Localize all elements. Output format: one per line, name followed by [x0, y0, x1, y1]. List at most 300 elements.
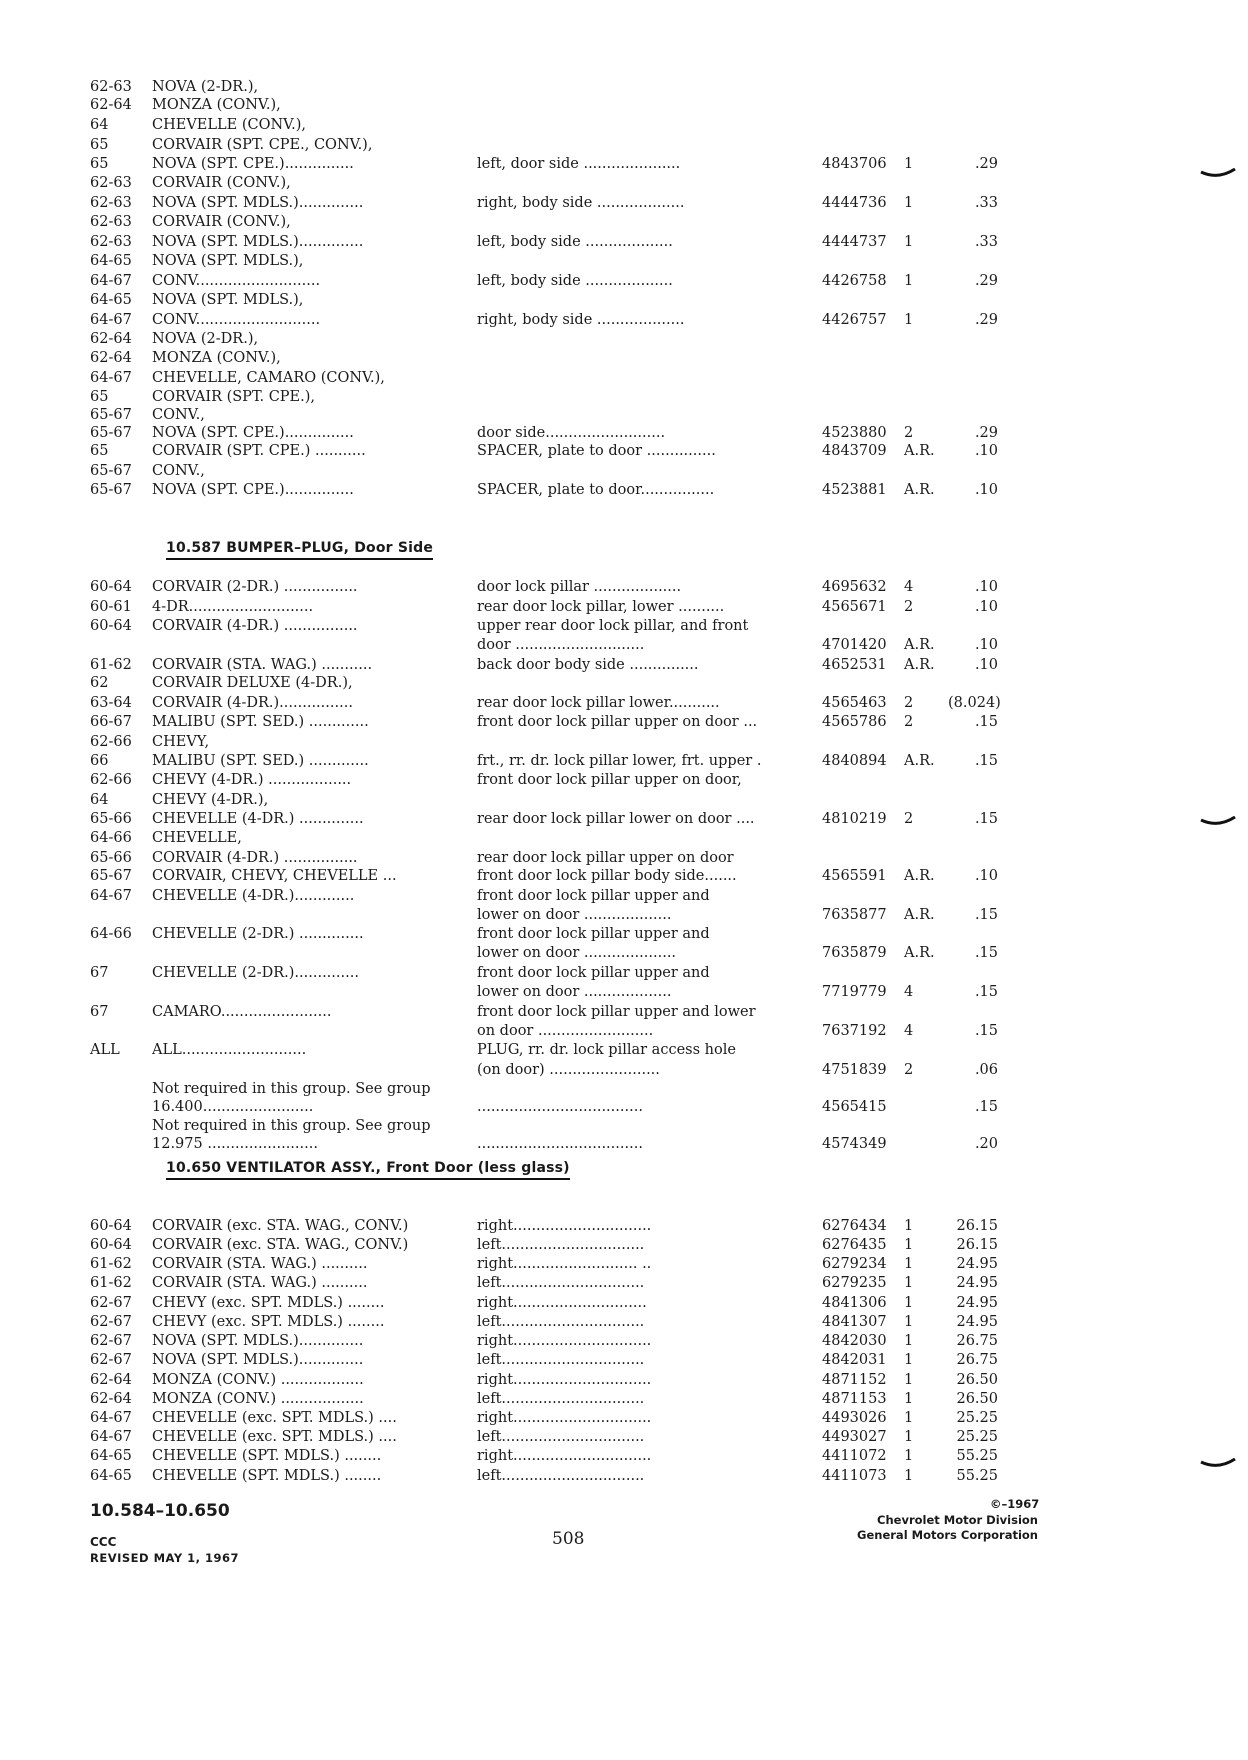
parts-row [0, 78, 1248, 97]
part-number: 4565786 [822, 714, 887, 730]
part-model: CONV., [152, 463, 205, 479]
part-number: 6276435 [822, 1237, 887, 1253]
part-model: CORVAIR (CONV.), [152, 214, 291, 230]
part-quantity: 4 [904, 1023, 914, 1039]
part-year: 62-63 [90, 195, 132, 211]
parts-row [0, 233, 1248, 252]
page-number: 508 [552, 1529, 585, 1549]
part-price: .15 [974, 1023, 998, 1039]
part-year: 65-67 [90, 868, 132, 884]
part-year: 65-67 [90, 463, 132, 479]
copyright: ©–1967 [990, 1497, 1040, 1511]
part-model: CHEVELLE (SPT. MDLS.) ........ [152, 1448, 382, 1464]
part-quantity: 1 [904, 1275, 914, 1291]
parts-row [0, 330, 1248, 349]
parts-row [0, 462, 1248, 481]
part-number: 4426758 [822, 273, 887, 289]
part-year: 64-66 [90, 926, 132, 942]
part-year: 64-67 [90, 1429, 132, 1445]
part-year: 66 [90, 753, 109, 769]
parts-row [0, 829, 1248, 848]
part-description: lower on door ................... [477, 907, 672, 923]
part-number: 4523880 [822, 425, 887, 441]
part-number: 4444736 [822, 195, 887, 211]
part-price: .10 [974, 868, 998, 884]
part-year: 61-62 [90, 1256, 132, 1272]
parts-row [0, 674, 1248, 693]
part-price: 25.25 [956, 1410, 998, 1426]
parts-row [0, 272, 1248, 291]
part-quantity: A.R. [904, 907, 935, 923]
part-year: 64-65 [90, 292, 132, 308]
parts-row [0, 713, 1248, 732]
part-year: 64-67 [90, 370, 132, 386]
part-price: 24.95 [956, 1256, 998, 1272]
parts-row [0, 1409, 1248, 1428]
parts-row [0, 291, 1248, 310]
part-description: front door lock pillar body side....... [477, 868, 737, 884]
part-model: CORVAIR (4-DR.) ................ [152, 850, 358, 866]
part-number: 4426757 [822, 312, 887, 328]
part-quantity: A.R. [904, 945, 935, 961]
parts-row [0, 1274, 1248, 1293]
part-quantity: 4 [904, 579, 914, 595]
part-description: door lock pillar ................... [477, 579, 682, 595]
part-price: .10 [974, 637, 998, 653]
part-model: CORVAIR (SPT. CPE., CONV.), [152, 137, 373, 153]
part-year: 65 [90, 156, 109, 172]
parts-row [0, 1098, 1248, 1117]
part-year: 62-67 [90, 1295, 132, 1311]
part-year: 65-66 [90, 811, 132, 827]
part-number: 4841307 [822, 1314, 887, 1330]
parts-row [0, 1294, 1248, 1313]
part-price: 26.50 [956, 1372, 998, 1388]
part-description: rear door lock pillar lower on door .... [477, 811, 755, 827]
part-model: CONV........................... [152, 273, 321, 289]
part-model: NOVA (2-DR.), [152, 79, 259, 95]
part-description: .................................... [477, 1136, 643, 1152]
part-price: .15 [974, 907, 998, 923]
part-number: 4841306 [822, 1295, 887, 1311]
part-year: 62-64 [90, 350, 132, 366]
part-number: 4842031 [822, 1352, 887, 1368]
parts-row [0, 213, 1248, 232]
binding-tick-mark [1200, 168, 1236, 182]
part-description: SPACER, plate to door ............... [477, 443, 716, 459]
parts-row [0, 136, 1248, 155]
part-price: 26.15 [956, 1218, 998, 1234]
part-description: right.............................. [477, 1218, 652, 1234]
part-model: NOVA (SPT. MDLS.).............. [152, 1352, 364, 1368]
part-number: 4565671 [822, 599, 887, 615]
part-price: .15 [974, 811, 998, 827]
parts-row [0, 1003, 1248, 1022]
part-year: 66-67 [90, 714, 132, 730]
parts-row [0, 1332, 1248, 1351]
parts-row [0, 311, 1248, 330]
parts-row [0, 1217, 1248, 1236]
part-description: right, body side ................... [477, 195, 685, 211]
part-year: 60-61 [90, 599, 132, 615]
part-description: front door lock pillar upper and [477, 926, 710, 942]
parts-row [0, 1117, 1248, 1136]
part-description: left............................... [477, 1391, 645, 1407]
part-description: on door ......................... [477, 1023, 654, 1039]
part-quantity: 1 [904, 195, 914, 211]
part-description: right.............................. [477, 1448, 652, 1464]
part-price: 24.95 [956, 1314, 998, 1330]
part-model: CORVAIR (SPT. CPE.) ........... [152, 443, 366, 459]
part-number: 6279235 [822, 1275, 887, 1291]
part-model: CORVAIR, CHEVY, CHEVELLE ... [152, 868, 397, 884]
part-price: 55.25 [956, 1448, 998, 1464]
parts-row [0, 1061, 1248, 1080]
part-price: .29 [974, 156, 998, 172]
part-quantity: A.R. [904, 443, 935, 459]
part-year: 67 [90, 1004, 109, 1020]
part-year: 62 [90, 675, 109, 691]
revision-date: REVISED MAY 1, 1967 [90, 1551, 240, 1565]
part-price: .29 [974, 425, 998, 441]
part-number: 7635879 [822, 945, 887, 961]
part-model: NOVA (2-DR.), [152, 331, 259, 347]
part-quantity: 1 [904, 1295, 914, 1311]
part-model: CORVAIR DELUXE (4-DR.), [152, 675, 353, 691]
part-quantity: 1 [904, 1218, 914, 1234]
part-description: rear door lock pillar lower........... [477, 695, 720, 711]
parts-row [0, 733, 1248, 752]
part-quantity: 1 [904, 1256, 914, 1272]
catalog-code: CCC [90, 1535, 117, 1549]
part-year: 60-64 [90, 618, 132, 634]
parts-row [0, 983, 1248, 1002]
part-price: .33 [974, 234, 998, 250]
part-year: 64-65 [90, 1448, 132, 1464]
part-quantity: 2 [904, 599, 914, 615]
parts-row [0, 791, 1248, 810]
part-description: left............................... [477, 1237, 645, 1253]
part-model: MONZA (CONV.), [152, 97, 281, 113]
part-number: 6276434 [822, 1218, 887, 1234]
part-price: 26.50 [956, 1391, 998, 1407]
part-number: 7719779 [822, 984, 887, 1000]
parts-row [0, 578, 1248, 597]
part-year: 64-67 [90, 1410, 132, 1426]
part-model: CORVAIR (STA. WAG.) .......... [152, 1275, 368, 1291]
parts-row [0, 369, 1248, 388]
part-quantity: 1 [904, 156, 914, 172]
parts-row [0, 174, 1248, 193]
part-quantity: 2 [904, 425, 914, 441]
part-model: CONV........................... [152, 312, 321, 328]
part-number: 4411072 [822, 1448, 887, 1464]
part-number: 4695632 [822, 579, 887, 595]
part-year: 62-64 [90, 97, 132, 113]
part-year: 62-63 [90, 214, 132, 230]
part-model: MALIBU (SPT. SED.) ............. [152, 714, 369, 730]
part-year: 65-67 [90, 482, 132, 498]
part-description: right.............................. [477, 1410, 652, 1426]
part-model: MALIBU (SPT. SED.) ............. [152, 753, 369, 769]
parts-row [0, 442, 1248, 461]
part-model: MONZA (CONV.) .................. [152, 1372, 364, 1388]
parts-row [0, 1041, 1248, 1060]
part-model: NOVA (SPT. MDLS.).............. [152, 234, 364, 250]
part-description: front door lock pillar upper and [477, 888, 710, 904]
part-number: 4444737 [822, 234, 887, 250]
part-description: right........................... .. [477, 1256, 652, 1272]
part-price: .06 [974, 1062, 998, 1078]
parts-row [0, 1428, 1248, 1447]
part-year: 62-63 [90, 175, 132, 191]
part-year: 60-64 [90, 1237, 132, 1253]
part-year: 65-66 [90, 850, 132, 866]
part-quantity: A.R. [904, 753, 935, 769]
part-quantity: 1 [904, 1391, 914, 1407]
part-price: .20 [974, 1136, 998, 1152]
part-quantity: A.R. [904, 637, 935, 653]
part-model: CORVAIR (SPT. CPE.), [152, 389, 316, 405]
part-number: 4810219 [822, 811, 887, 827]
part-quantity: 1 [904, 312, 914, 328]
parts-row [0, 1467, 1248, 1486]
part-quantity: 1 [904, 1372, 914, 1388]
part-quantity: 1 [904, 1468, 914, 1484]
parts-row [0, 194, 1248, 213]
part-year: 65-67 [90, 425, 132, 441]
parts-row [0, 155, 1248, 174]
part-year: 62-66 [90, 772, 132, 788]
part-model: NOVA (SPT. MDLS.), [152, 253, 304, 269]
parts-row [0, 887, 1248, 906]
part-price: .29 [974, 273, 998, 289]
part-description: SPACER, plate to door................ [477, 482, 715, 498]
parts-row [0, 944, 1248, 963]
part-model: 4-DR........................... [152, 599, 314, 615]
part-description: lower on door ................... [477, 984, 672, 1000]
part-price: 26.15 [956, 1237, 998, 1253]
parts-row [0, 1447, 1248, 1466]
parts-row [0, 771, 1248, 790]
part-number: 4411073 [822, 1468, 887, 1484]
corporation-name: General Motors Corporation [857, 1528, 1038, 1542]
part-model: CHEVY (4-DR.), [152, 792, 269, 808]
parts-row [0, 925, 1248, 944]
part-number: 4565463 [822, 695, 887, 711]
part-price: .33 [974, 195, 998, 211]
part-year: 64-66 [90, 830, 132, 846]
part-model: CHEVELLE (2-DR.) .............. [152, 926, 364, 942]
part-quantity: A.R. [904, 868, 935, 884]
part-model: NOVA (SPT. MDLS.).............. [152, 1333, 364, 1349]
part-price: .10 [974, 443, 998, 459]
part-number: 4652531 [822, 657, 887, 673]
part-description: left............................... [477, 1275, 645, 1291]
part-description: left, body side ................... [477, 234, 673, 250]
parts-row [0, 810, 1248, 829]
part-price: .10 [974, 579, 998, 595]
part-number: 4565591 [822, 868, 887, 884]
part-description: PLUG, rr. dr. lock pillar access hole [477, 1042, 736, 1058]
part-year: 65 [90, 389, 109, 405]
part-year: 65 [90, 137, 109, 153]
part-description: front door lock pillar upper on door, [477, 772, 742, 788]
part-quantity: 1 [904, 234, 914, 250]
part-model: NOVA (SPT. CPE.)............... [152, 156, 354, 172]
part-year: 62-66 [90, 734, 132, 750]
part-description: door side.......................... [477, 425, 666, 441]
part-model: CHEVELLE (exc. SPT. MDLS.) .... [152, 1429, 397, 1445]
part-description: right.............................. [477, 1333, 652, 1349]
part-quantity: 2 [904, 714, 914, 730]
part-description: rear door lock pillar, lower .......... [477, 599, 725, 615]
part-model: CHEVELLE (CONV.), [152, 117, 306, 133]
part-quantity: A.R. [904, 482, 935, 498]
part-model: NOVA (SPT. CPE.)............... [152, 482, 354, 498]
parts-row [0, 1371, 1248, 1390]
part-model: CORVAIR (CONV.), [152, 175, 291, 191]
part-quantity: 2 [904, 1062, 914, 1078]
part-description: (on door) ........................ [477, 1062, 660, 1078]
part-number: 4843709 [822, 443, 887, 459]
part-number: 4493027 [822, 1429, 887, 1445]
part-price: .15 [974, 984, 998, 1000]
part-quantity: 1 [904, 1333, 914, 1349]
part-quantity: 1 [904, 1429, 914, 1445]
part-price: .10 [974, 482, 998, 498]
part-model: CHEVY (4-DR.) .................. [152, 772, 352, 788]
part-number: 4840894 [822, 753, 887, 769]
part-model: CORVAIR (STA. WAG.) ........... [152, 657, 373, 673]
part-year: 64 [90, 117, 109, 133]
parts-row [0, 116, 1248, 135]
parts-row [0, 694, 1248, 713]
parts-row [0, 1390, 1248, 1409]
part-year: 64-67 [90, 888, 132, 904]
part-quantity: 2 [904, 695, 914, 711]
part-model: NOVA (SPT. CPE.)............... [152, 425, 354, 441]
part-model: CHEVY, [152, 734, 210, 750]
part-number: 4843706 [822, 156, 887, 172]
part-year: 64-67 [90, 273, 132, 289]
parts-row [0, 1351, 1248, 1370]
part-year: 62-67 [90, 1333, 132, 1349]
part-year: 62-63 [90, 79, 132, 95]
part-year: 62-64 [90, 1372, 132, 1388]
part-model: CHEVELLE, CAMARO (CONV.), [152, 370, 385, 386]
part-number: 7637192 [822, 1023, 887, 1039]
part-model: MONZA (CONV.), [152, 350, 281, 366]
parts-row [0, 752, 1248, 771]
part-description: lower on door .................... [477, 945, 677, 961]
part-year: 65-67 [90, 407, 132, 423]
part-year: 63-64 [90, 695, 132, 711]
part-model: CHEVELLE (4-DR.) .............. [152, 811, 364, 827]
part-year: 62-67 [90, 1314, 132, 1330]
part-model: NOVA (SPT. MDLS.), [152, 292, 304, 308]
part-model: CHEVELLE, [152, 830, 242, 846]
part-number: 4871152 [822, 1372, 887, 1388]
group-range: 10.584–10.650 [90, 1501, 230, 1521]
part-model: CHEVY (exc. SPT. MDLS.) ........ [152, 1314, 385, 1330]
parts-row [0, 424, 1248, 443]
part-year: 64 [90, 792, 109, 808]
part-price: 24.95 [956, 1295, 998, 1311]
part-model: CORVAIR (exc. STA. WAG., CONV.) [152, 1237, 409, 1253]
part-number: 7635877 [822, 907, 887, 923]
part-model: NOVA (SPT. MDLS.).............. [152, 195, 364, 211]
parts-row [0, 964, 1248, 983]
part-quantity: 1 [904, 1352, 914, 1368]
parts-row [0, 1313, 1248, 1332]
part-year: 62-63 [90, 234, 132, 250]
part-description: front door lock pillar upper on door ... [477, 714, 758, 730]
part-description: frt., rr. dr. lock pillar lower, frt. upper . [477, 753, 762, 769]
part-year: 67 [90, 965, 109, 981]
part-model: MONZA (CONV.) .................. [152, 1391, 364, 1407]
parts-row [0, 636, 1248, 655]
part-year: 64-65 [90, 253, 132, 269]
part-price: (8.024) [948, 695, 1001, 711]
part-year: 62-64 [90, 331, 132, 347]
part-model: 16.400........................ [152, 1099, 314, 1115]
part-description: back door body side ............... [477, 657, 699, 673]
part-model: CHEVELLE (exc. SPT. MDLS.) .... [152, 1410, 397, 1426]
group-heading: 10.587 BUMPER–PLUG, Door Side [166, 540, 433, 560]
part-description: upper rear door lock pillar, and front [477, 618, 749, 634]
parts-row [0, 388, 1248, 407]
parts-row [0, 406, 1248, 425]
parts-row [0, 1236, 1248, 1255]
part-year: 60-64 [90, 579, 132, 595]
part-description: .................................... [477, 1099, 643, 1115]
part-number: 4493026 [822, 1410, 887, 1426]
binding-tick-mark [1200, 816, 1236, 830]
parts-row [0, 1022, 1248, 1041]
part-number: 4871153 [822, 1391, 887, 1407]
part-description: left, door side ..................... [477, 156, 681, 172]
part-model: CHEVELLE (4-DR.)............. [152, 888, 355, 904]
part-price: .29 [974, 312, 998, 328]
part-description: right, body side ................... [477, 312, 685, 328]
part-model: CHEVY (exc. SPT. MDLS.) ........ [152, 1295, 385, 1311]
part-model: CORVAIR (STA. WAG.) .......... [152, 1256, 368, 1272]
part-year: 65 [90, 443, 109, 459]
part-price: 26.75 [956, 1352, 998, 1368]
parts-row [0, 867, 1248, 886]
part-model: CONV., [152, 407, 205, 423]
part-description: door ............................ [477, 637, 645, 653]
parts-row [0, 617, 1248, 636]
part-description: left............................... [477, 1468, 645, 1484]
part-number: 4565415 [822, 1099, 887, 1115]
part-number: 4701420 [822, 637, 887, 653]
part-year: 62-64 [90, 1391, 132, 1407]
part-description: rear door lock pillar upper on door [477, 850, 734, 866]
part-description: left............................... [477, 1429, 645, 1445]
part-model: CORVAIR (exc. STA. WAG., CONV.) [152, 1218, 409, 1234]
binding-tick-mark [1200, 1458, 1236, 1472]
part-price: 26.75 [956, 1333, 998, 1349]
parts-row [0, 96, 1248, 115]
part-price: .15 [974, 1099, 998, 1115]
parts-row [0, 1255, 1248, 1274]
part-quantity: 1 [904, 1237, 914, 1253]
part-quantity: 2 [904, 811, 914, 827]
part-model: CORVAIR (4-DR.)................ [152, 695, 353, 711]
part-description: left............................... [477, 1314, 645, 1330]
